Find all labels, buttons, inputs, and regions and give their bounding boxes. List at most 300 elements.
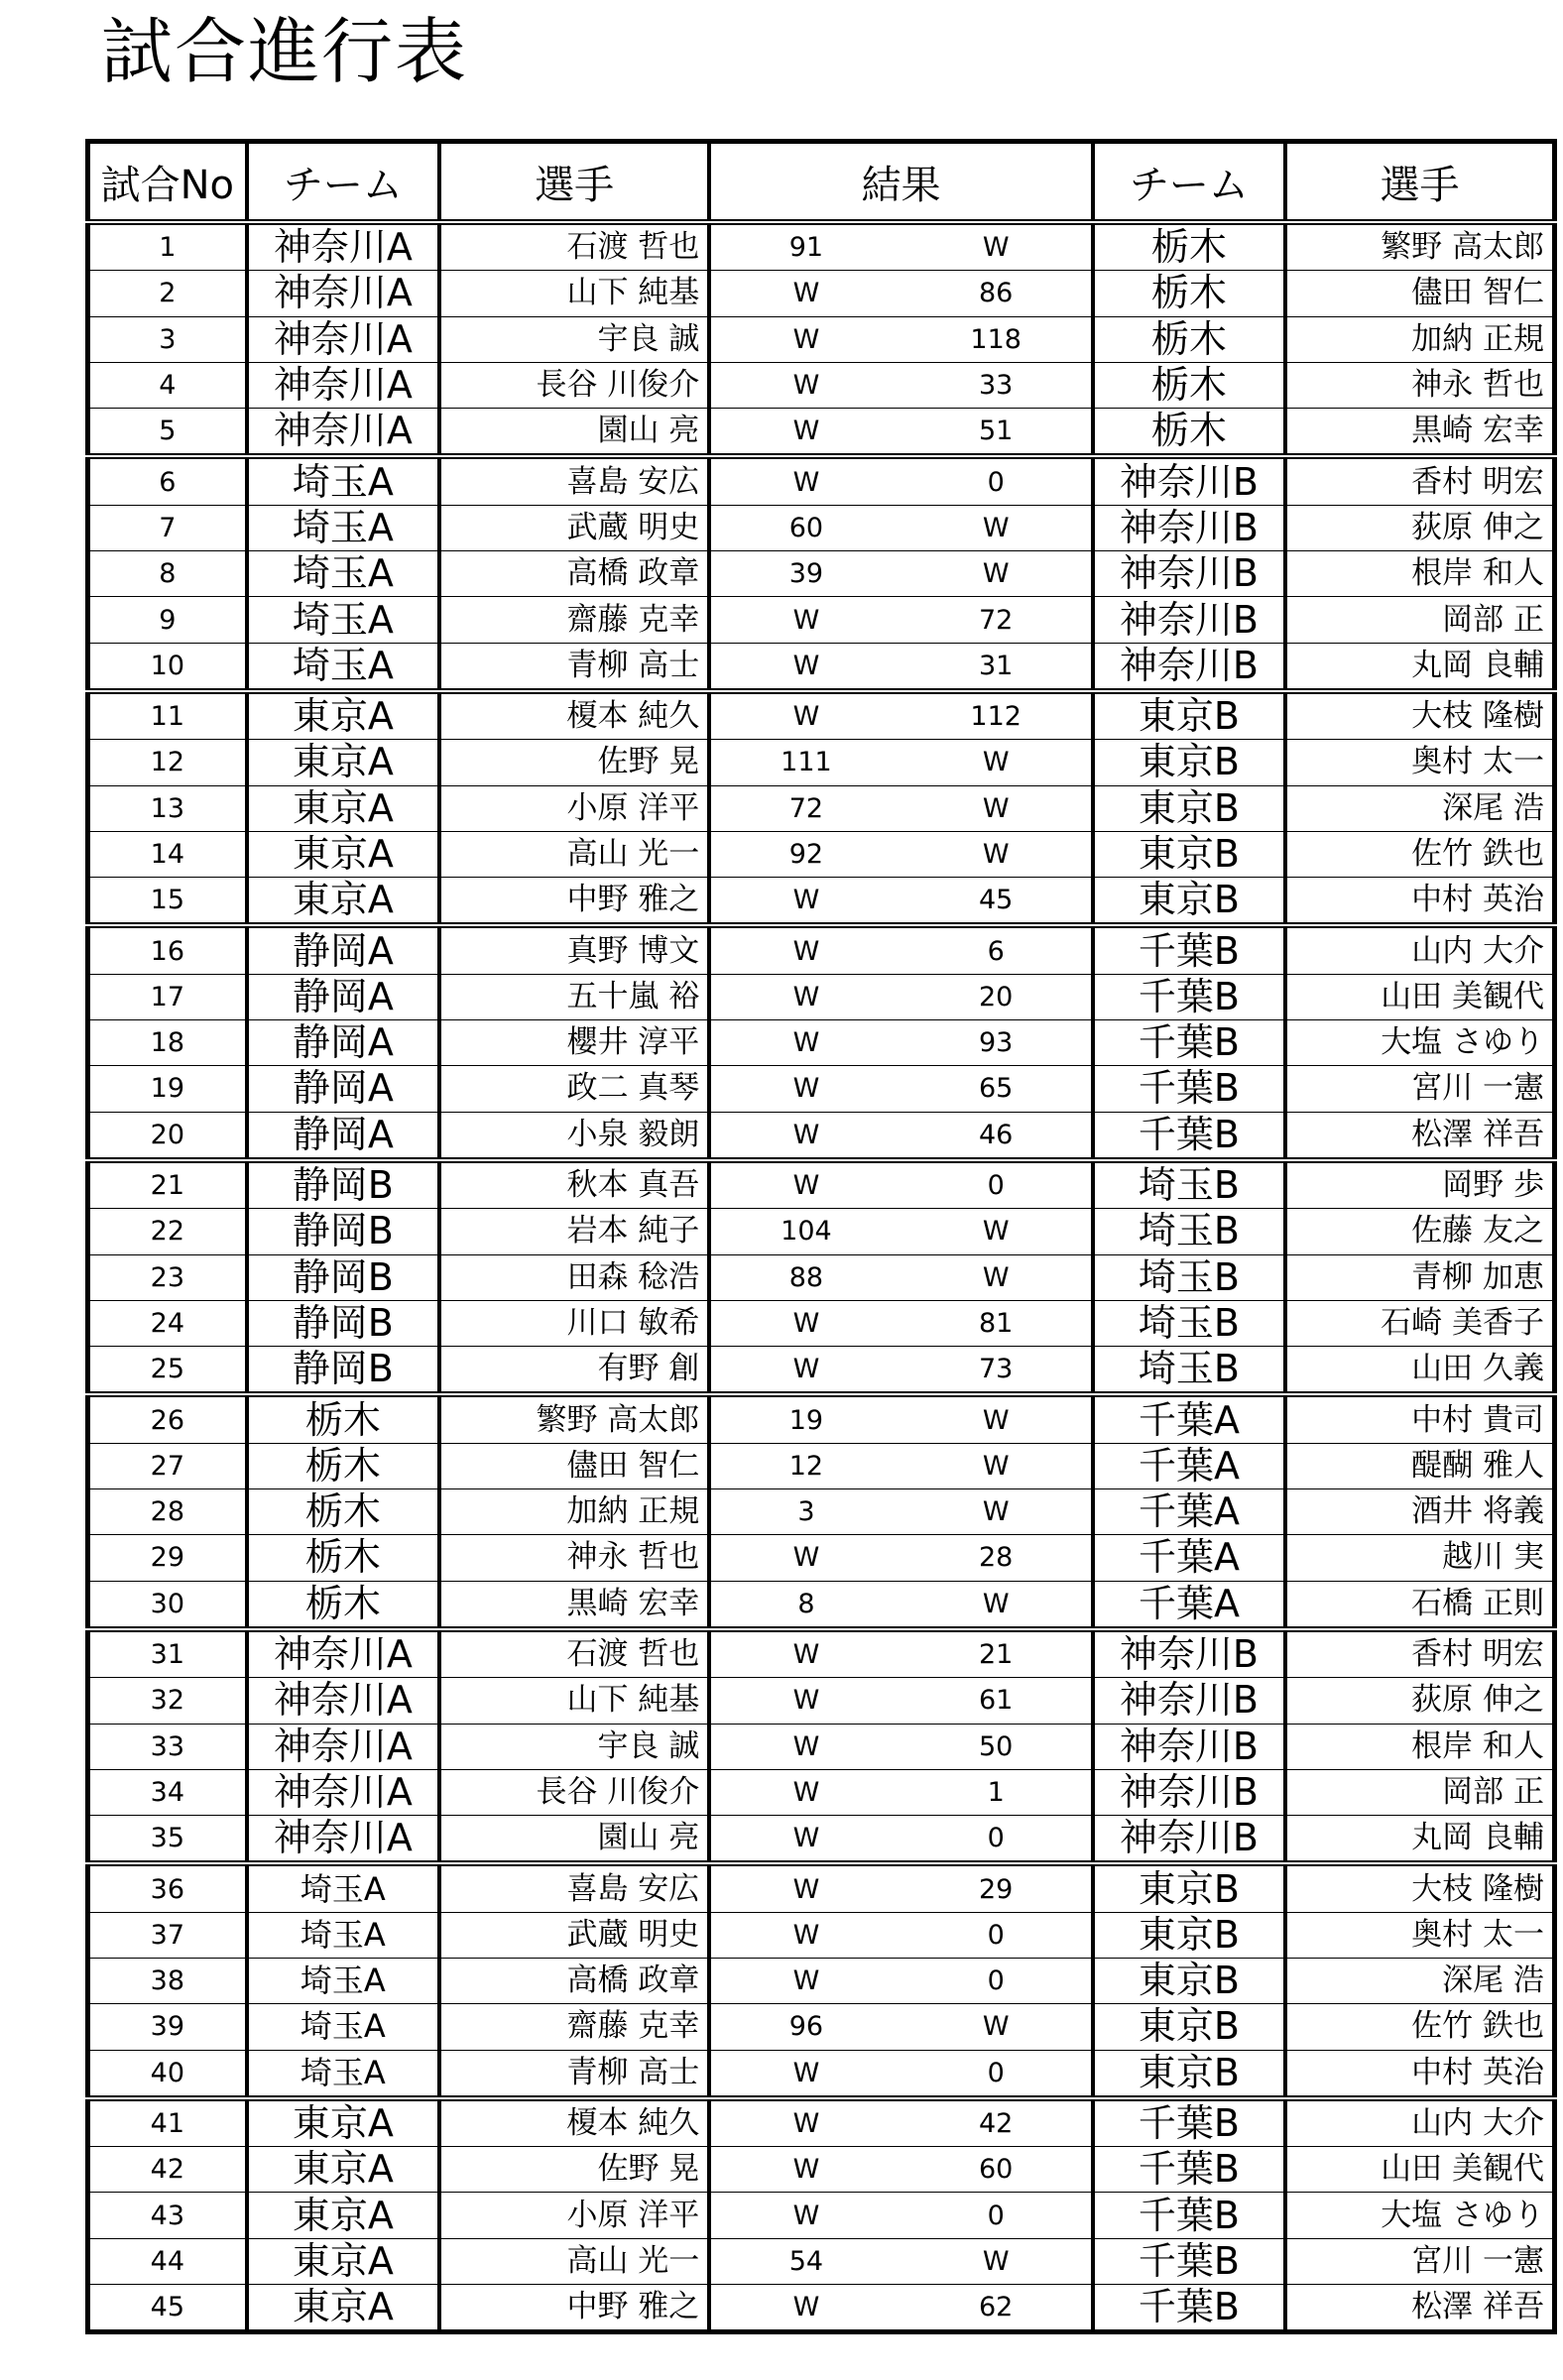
score-right: 73: [902, 1347, 1093, 1395]
table-row: [88, 1209, 1555, 1254]
table-row: [88, 2147, 1555, 2193]
player-left: 喜島 安広: [439, 456, 709, 505]
player-right: 儘田 智仁: [1285, 271, 1554, 316]
team-left: 神奈川A: [247, 409, 439, 457]
player-right: 奥村 太一: [1285, 1912, 1554, 1958]
score-left: W: [709, 1769, 901, 1815]
player-right: 大塩 さゆり: [1285, 2193, 1554, 2238]
player-left: 長谷 川俊介: [439, 362, 709, 408]
team-right: 千葉B: [1093, 1112, 1285, 1160]
table-row: [88, 2050, 1555, 2098]
score-right: 33: [902, 362, 1093, 408]
player-right: 神永 哲也: [1285, 362, 1554, 408]
match-no: 2: [88, 271, 247, 316]
player-left: 武蔵 明史: [439, 1912, 709, 1958]
player-left: 小原 洋平: [439, 2193, 709, 2238]
match-no: 32: [88, 1678, 247, 1724]
player-right: 黒崎 宏幸: [1285, 409, 1554, 457]
team-left: 埼玉A: [247, 1958, 439, 2003]
team-right: 東京B: [1093, 2050, 1285, 2098]
header-team-right: チーム: [1093, 142, 1285, 223]
player-right: 山田 美観代: [1285, 974, 1554, 1019]
score-left: W: [709, 456, 901, 505]
match-no: 9: [88, 597, 247, 643]
score-left: W: [709, 362, 901, 408]
score-right: W: [902, 1443, 1093, 1488]
table-row: [88, 1394, 1555, 1443]
score-left: W: [709, 643, 901, 691]
score-right: 6: [902, 925, 1093, 974]
player-left: 齋藤 克幸: [439, 597, 709, 643]
match-no: 16: [88, 925, 247, 974]
match-no: 37: [88, 1912, 247, 1958]
team-left: 栃木: [247, 1489, 439, 1535]
match-no: 45: [88, 2285, 247, 2332]
match-no: 3: [88, 316, 247, 362]
score-right: 46: [902, 1112, 1093, 1160]
table-row: [88, 362, 1555, 408]
player-right: 青柳 加恵: [1285, 1254, 1554, 1300]
team-left: 神奈川A: [247, 1816, 439, 1864]
team-right: 千葉B: [1093, 2238, 1285, 2284]
score-left: W: [709, 316, 901, 362]
score-left: W: [709, 271, 901, 316]
team-right: 千葉A: [1093, 1535, 1285, 1581]
player-right: 香村 明宏: [1285, 1629, 1554, 1678]
table-row: [88, 1489, 1555, 1535]
score-right: 21: [902, 1629, 1093, 1678]
score-left: W: [709, 2193, 901, 2238]
match-no: 25: [88, 1347, 247, 1395]
score-right: W: [902, 831, 1093, 877]
player-right: 岡部 正: [1285, 597, 1554, 643]
match-no: 28: [88, 1489, 247, 1535]
player-right: 岡部 正: [1285, 1769, 1554, 1815]
match-no: 1: [88, 222, 247, 271]
score-right: W: [902, 785, 1093, 831]
score-left: 8: [709, 1581, 901, 1629]
table-row: [88, 1629, 1555, 1678]
team-right: 千葉B: [1093, 1066, 1285, 1112]
table-row: [88, 691, 1555, 740]
table-row: [88, 1724, 1555, 1769]
player-left: 五十嵐 裕: [439, 974, 709, 1019]
score-left: W: [709, 597, 901, 643]
team-left: 埼玉A: [247, 505, 439, 550]
table-row: [88, 1020, 1555, 1066]
team-right: 神奈川B: [1093, 551, 1285, 597]
score-left: W: [709, 1678, 901, 1724]
score-right: 62: [902, 2285, 1093, 2332]
table-row: [88, 974, 1555, 1019]
table-row: [88, 878, 1555, 926]
team-right: 東京B: [1093, 2004, 1285, 2050]
match-no: 24: [88, 1300, 247, 1346]
score-left: W: [709, 2098, 901, 2147]
team-left: 埼玉A: [247, 456, 439, 505]
player-right: 宮川 一憲: [1285, 1066, 1554, 1112]
player-left: 高橋 政章: [439, 551, 709, 597]
table-row: [88, 551, 1555, 597]
team-right: 千葉B: [1093, 925, 1285, 974]
team-left: 神奈川A: [247, 362, 439, 408]
table-row: [88, 1958, 1555, 2003]
score-left: W: [709, 2050, 901, 2098]
player-left: 園山 亮: [439, 409, 709, 457]
match-no: 15: [88, 878, 247, 926]
team-left: 埼玉A: [247, 643, 439, 691]
player-right: 中村 貴司: [1285, 1394, 1554, 1443]
player-left: 川口 敏希: [439, 1300, 709, 1346]
score-left: 96: [709, 2004, 901, 2050]
player-right: 佐藤 友之: [1285, 1209, 1554, 1254]
player-right: 荻原 伸之: [1285, 1678, 1554, 1724]
player-left: 喜島 安広: [439, 1863, 709, 1912]
table-row: [88, 1254, 1555, 1300]
table-row: [88, 1816, 1555, 1864]
team-left: 埼玉A: [247, 551, 439, 597]
team-left: 静岡B: [247, 1209, 439, 1254]
player-left: 山下 純基: [439, 271, 709, 316]
match-no: 35: [88, 1816, 247, 1864]
match-no: 7: [88, 505, 247, 550]
score-left: W: [709, 925, 901, 974]
match-no: 44: [88, 2238, 247, 2284]
player-left: 秋本 真吾: [439, 1160, 709, 1209]
score-right: 0: [902, 2193, 1093, 2238]
player-right: 山田 美観代: [1285, 2147, 1554, 2193]
player-left: 小原 洋平: [439, 785, 709, 831]
score-left: W: [709, 2285, 901, 2332]
match-no: 14: [88, 831, 247, 877]
player-left: 青柳 高士: [439, 643, 709, 691]
player-right: 奥村 太一: [1285, 740, 1554, 785]
score-right: W: [902, 222, 1093, 271]
player-left: 宇良 誠: [439, 316, 709, 362]
score-right: 0: [902, 1160, 1093, 1209]
team-right: 神奈川B: [1093, 505, 1285, 550]
score-right: W: [902, 1254, 1093, 1300]
player-right: 山田 久義: [1285, 1347, 1554, 1395]
player-right: 岡野 歩: [1285, 1160, 1554, 1209]
player-left: 長谷 川俊介: [439, 1769, 709, 1815]
score-left: 54: [709, 2238, 901, 2284]
score-right: 0: [902, 2050, 1093, 2098]
team-left: 栃木: [247, 1443, 439, 1488]
match-no: 29: [88, 1535, 247, 1581]
match-no: 33: [88, 1724, 247, 1769]
player-right: 香村 明宏: [1285, 456, 1554, 505]
player-left: 儘田 智仁: [439, 1443, 709, 1488]
header-result: 結果: [709, 142, 1093, 223]
match-no: 13: [88, 785, 247, 831]
match-no: 23: [88, 1254, 247, 1300]
team-right: 千葉B: [1093, 2193, 1285, 2238]
table-row: [88, 456, 1555, 505]
team-left: 埼玉A: [247, 2050, 439, 2098]
score-right: 42: [902, 2098, 1093, 2147]
team-right: 神奈川B: [1093, 456, 1285, 505]
player-left: 政二 真琴: [439, 1066, 709, 1112]
team-left: 東京A: [247, 740, 439, 785]
team-right: 千葉A: [1093, 1489, 1285, 1535]
score-left: 88: [709, 1254, 901, 1300]
table-row: [88, 2238, 1555, 2284]
team-right: 東京B: [1093, 691, 1285, 740]
table-row: [88, 409, 1555, 457]
score-right: 0: [902, 1816, 1093, 1864]
team-right: 埼玉B: [1093, 1300, 1285, 1346]
team-left: 静岡A: [247, 1020, 439, 1066]
table-row: [88, 643, 1555, 691]
team-right: 東京B: [1093, 785, 1285, 831]
match-no: 12: [88, 740, 247, 785]
team-right: 栃木: [1093, 409, 1285, 457]
player-left: 佐野 晃: [439, 740, 709, 785]
team-left: 栃木: [247, 1394, 439, 1443]
score-right: W: [902, 1209, 1093, 1254]
player-right: 醍醐 雅人: [1285, 1443, 1554, 1488]
score-right: W: [902, 505, 1093, 550]
player-left: 石渡 哲也: [439, 1629, 709, 1678]
score-left: W: [709, 1912, 901, 1958]
match-no: 30: [88, 1581, 247, 1629]
team-left: 東京A: [247, 785, 439, 831]
team-left: 神奈川A: [247, 1724, 439, 1769]
score-left: 19: [709, 1394, 901, 1443]
table-row: [88, 1160, 1555, 1209]
player-left: 黒崎 宏幸: [439, 1581, 709, 1629]
table-row: [88, 785, 1555, 831]
player-left: 真野 博文: [439, 925, 709, 974]
team-right: 神奈川B: [1093, 597, 1285, 643]
player-right: 深尾 浩: [1285, 785, 1554, 831]
page-title: 試合進行表: [101, 10, 469, 93]
score-right: W: [902, 1581, 1093, 1629]
score-left: W: [709, 1863, 901, 1912]
score-left: W: [709, 1816, 901, 1864]
score-left: W: [709, 1347, 901, 1395]
team-left: 神奈川A: [247, 1769, 439, 1815]
table-row: [88, 271, 1555, 316]
team-left: 静岡A: [247, 925, 439, 974]
team-left: 静岡B: [247, 1300, 439, 1346]
header-player-right: 選手: [1285, 142, 1554, 223]
score-right: 1: [902, 1769, 1093, 1815]
match-no: 41: [88, 2098, 247, 2147]
score-right: 60: [902, 2147, 1093, 2193]
team-right: 千葉A: [1093, 1443, 1285, 1488]
team-left: 神奈川A: [247, 1629, 439, 1678]
team-right: 東京B: [1093, 831, 1285, 877]
player-left: 神永 哲也: [439, 1535, 709, 1581]
player-right: 中村 英治: [1285, 878, 1554, 926]
table-row: [88, 2285, 1555, 2332]
match-no: 43: [88, 2193, 247, 2238]
score-left: 111: [709, 740, 901, 785]
score-right: 31: [902, 643, 1093, 691]
team-right: 千葉A: [1093, 1581, 1285, 1629]
match-no: 34: [88, 1769, 247, 1815]
match-no: 6: [88, 456, 247, 505]
match-no: 4: [88, 362, 247, 408]
score-left: W: [709, 1535, 901, 1581]
team-right: 神奈川B: [1093, 1724, 1285, 1769]
match-no: 22: [88, 1209, 247, 1254]
team-right: 栃木: [1093, 222, 1285, 271]
score-right: 29: [902, 1863, 1093, 1912]
team-right: 東京B: [1093, 1863, 1285, 1912]
team-left: 東京A: [247, 2285, 439, 2332]
team-left: 栃木: [247, 1535, 439, 1581]
header-match-no: 試合No: [88, 142, 247, 223]
match-no: 10: [88, 643, 247, 691]
team-right: 千葉B: [1093, 1020, 1285, 1066]
team-right: 神奈川B: [1093, 643, 1285, 691]
team-left: 東京A: [247, 691, 439, 740]
match-no: 26: [88, 1394, 247, 1443]
table-row: [88, 1112, 1555, 1160]
team-right: 千葉B: [1093, 2285, 1285, 2332]
team-left: 神奈川A: [247, 316, 439, 362]
team-left: 静岡B: [247, 1254, 439, 1300]
table-row: [88, 1347, 1555, 1395]
score-right: 61: [902, 1678, 1093, 1724]
player-right: 荻原 伸之: [1285, 505, 1554, 550]
score-right: 93: [902, 1020, 1093, 1066]
player-left: 齋藤 克幸: [439, 2004, 709, 2050]
team-left: 東京A: [247, 831, 439, 877]
score-right: 45: [902, 878, 1093, 926]
score-left: 104: [709, 1209, 901, 1254]
team-right: 埼玉B: [1093, 1209, 1285, 1254]
score-left: W: [709, 1160, 901, 1209]
team-left: 静岡B: [247, 1347, 439, 1395]
team-right: 埼玉B: [1093, 1347, 1285, 1395]
player-left: 青柳 高士: [439, 2050, 709, 2098]
team-left: 東京A: [247, 2098, 439, 2147]
player-left: 櫻井 淳平: [439, 1020, 709, 1066]
score-left: W: [709, 1066, 901, 1112]
header-row: [88, 142, 1555, 223]
team-right: 神奈川B: [1093, 1678, 1285, 1724]
player-left: 有野 創: [439, 1347, 709, 1395]
player-right: 石橋 正則: [1285, 1581, 1554, 1629]
score-right: 118: [902, 316, 1093, 362]
match-no: 17: [88, 974, 247, 1019]
score-right: W: [902, 2238, 1093, 2284]
score-right: 0: [902, 456, 1093, 505]
header-player-left: 選手: [439, 142, 709, 223]
table-row: [88, 2004, 1555, 2050]
score-left: W: [709, 974, 901, 1019]
match-no: 39: [88, 2004, 247, 2050]
team-left: 神奈川A: [247, 1678, 439, 1724]
score-left: W: [709, 1112, 901, 1160]
team-right: 神奈川B: [1093, 1769, 1285, 1815]
score-left: W: [709, 1958, 901, 2003]
match-no: 42: [88, 2147, 247, 2193]
score-left: 92: [709, 831, 901, 877]
team-left: 埼玉A: [247, 2004, 439, 2050]
team-right: 東京B: [1093, 1912, 1285, 1958]
score-right: 72: [902, 597, 1093, 643]
player-left: 加納 正規: [439, 1489, 709, 1535]
score-left: W: [709, 691, 901, 740]
team-right: 千葉B: [1093, 2098, 1285, 2147]
score-right: W: [902, 551, 1093, 597]
table-row: [88, 1581, 1555, 1629]
match-no: 19: [88, 1066, 247, 1112]
player-left: 田森 稔浩: [439, 1254, 709, 1300]
player-right: 山内 大介: [1285, 2098, 1554, 2147]
team-left: 東京A: [247, 2147, 439, 2193]
player-left: 榎本 純久: [439, 691, 709, 740]
score-right: 65: [902, 1066, 1093, 1112]
player-right: 丸岡 良輔: [1285, 1816, 1554, 1864]
player-right: 中村 英治: [1285, 2050, 1554, 2098]
score-right: W: [902, 1394, 1093, 1443]
team-right: 東京B: [1093, 1958, 1285, 2003]
player-right: 加納 正規: [1285, 316, 1554, 362]
player-right: 石崎 美香子: [1285, 1300, 1554, 1346]
player-left: 榎本 純久: [439, 2098, 709, 2147]
player-left: 園山 亮: [439, 1816, 709, 1864]
team-right: 埼玉B: [1093, 1254, 1285, 1300]
score-left: 3: [709, 1489, 901, 1535]
score-right: 86: [902, 271, 1093, 316]
match-no: 21: [88, 1160, 247, 1209]
score-right: 28: [902, 1535, 1093, 1581]
match-no: 11: [88, 691, 247, 740]
player-left: 山下 純基: [439, 1678, 709, 1724]
player-left: 繁野 高太郎: [439, 1394, 709, 1443]
score-left: W: [709, 409, 901, 457]
table-row: [88, 1443, 1555, 1488]
score-left: 39: [709, 551, 901, 597]
team-right: 栃木: [1093, 271, 1285, 316]
team-right: 埼玉B: [1093, 1160, 1285, 1209]
player-right: 山内 大介: [1285, 925, 1554, 974]
table-row: [88, 1863, 1555, 1912]
team-right: 神奈川B: [1093, 1629, 1285, 1678]
team-left: 静岡A: [247, 1112, 439, 1160]
match-no: 31: [88, 1629, 247, 1678]
score-left: 91: [709, 222, 901, 271]
team-left: 東京A: [247, 878, 439, 926]
player-left: 武蔵 明史: [439, 505, 709, 550]
score-left: 60: [709, 505, 901, 550]
table-row: [88, 222, 1555, 271]
table-row: [88, 1769, 1555, 1815]
team-right: 千葉B: [1093, 2147, 1285, 2193]
team-left: 静岡A: [247, 1066, 439, 1112]
player-right: 宮川 一憲: [1285, 2238, 1554, 2284]
player-left: 高橋 政章: [439, 1958, 709, 2003]
match-no: 5: [88, 409, 247, 457]
table-row: [88, 1066, 1555, 1112]
player-right: 酒井 将義: [1285, 1489, 1554, 1535]
team-right: 神奈川B: [1093, 1816, 1285, 1864]
score-right: W: [902, 740, 1093, 785]
player-right: 深尾 浩: [1285, 1958, 1554, 2003]
player-left: 岩本 純子: [439, 1209, 709, 1254]
player-left: 小泉 毅朗: [439, 1112, 709, 1160]
team-left: 栃木: [247, 1581, 439, 1629]
team-right: 東京B: [1093, 878, 1285, 926]
team-right: 栃木: [1093, 362, 1285, 408]
player-right: 大塩 さゆり: [1285, 1020, 1554, 1066]
